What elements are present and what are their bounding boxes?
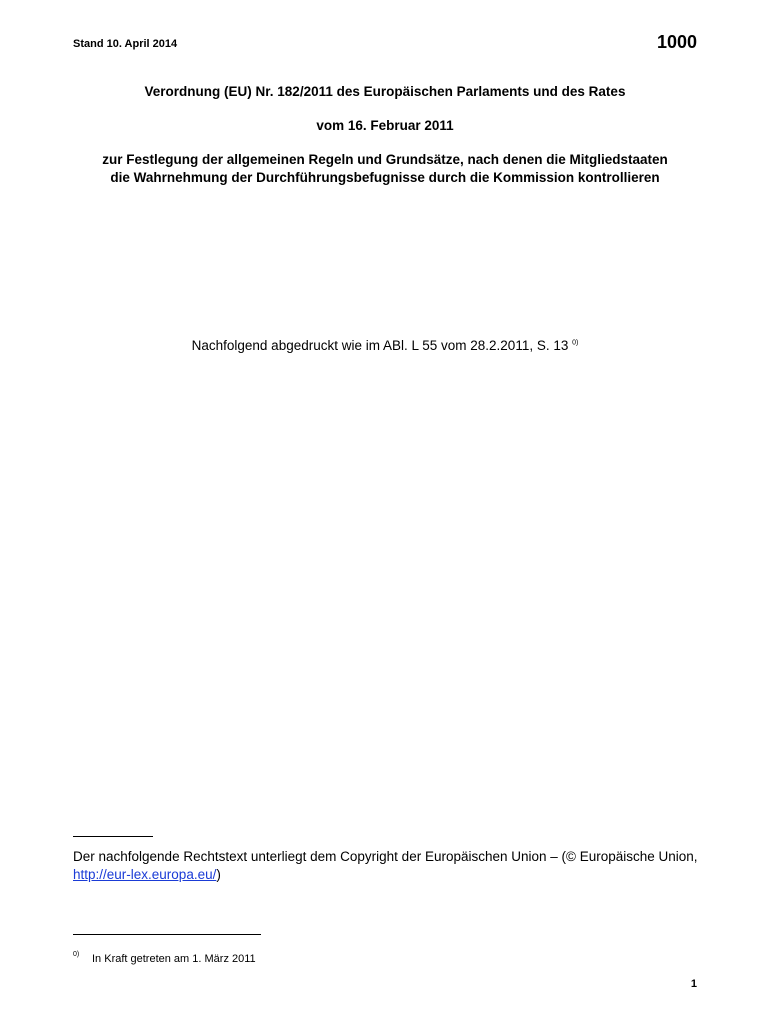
- footnote-text: In Kraft getreten am 1. März 2011: [92, 953, 256, 965]
- regulation-date: vom 16. Februar 2011: [316, 118, 454, 133]
- print-note-text: Nachfolgend abgedruckt wie im ABl. L 55 vom 28.2.2011, S. 13: [191, 338, 569, 353]
- page-number: 1: [690, 978, 697, 990]
- copyright-close: ): [216, 867, 221, 882]
- footnote-divider: [73, 934, 261, 935]
- regulation-subject: [0, 151, 770, 187]
- subject-line-2: die Wahrnehmung der Durchführungsbefugnisse durch die Kommission kontrollieren: [110, 170, 660, 185]
- copyright-divider: [73, 836, 153, 837]
- copyright-text: Der nachfolgende Rechtstext unterliegt dem Copyright der Europäischen Union – (© Europäische Union,: [73, 849, 698, 864]
- copyright-notice: [73, 848, 703, 884]
- regulation-title: Verordnung (EU) Nr. 182/2011 des Europäischen Parlaments und des Rates: [144, 84, 626, 99]
- stand-date: Stand 10. April 2014: [73, 38, 178, 50]
- footnote-reference: 0): [572, 339, 579, 347]
- footnote-mark: 0): [73, 951, 80, 958]
- subject-line-1: zur Festlegung der allgemeinen Regeln und Grundsätze, nach denen die Mitgliedstaaten: [102, 152, 668, 167]
- document-number: 1000: [656, 32, 697, 52]
- eur-lex-link[interactable]: http://eur-lex.europa.eu/: [73, 867, 217, 882]
- print-note: [0, 338, 770, 353]
